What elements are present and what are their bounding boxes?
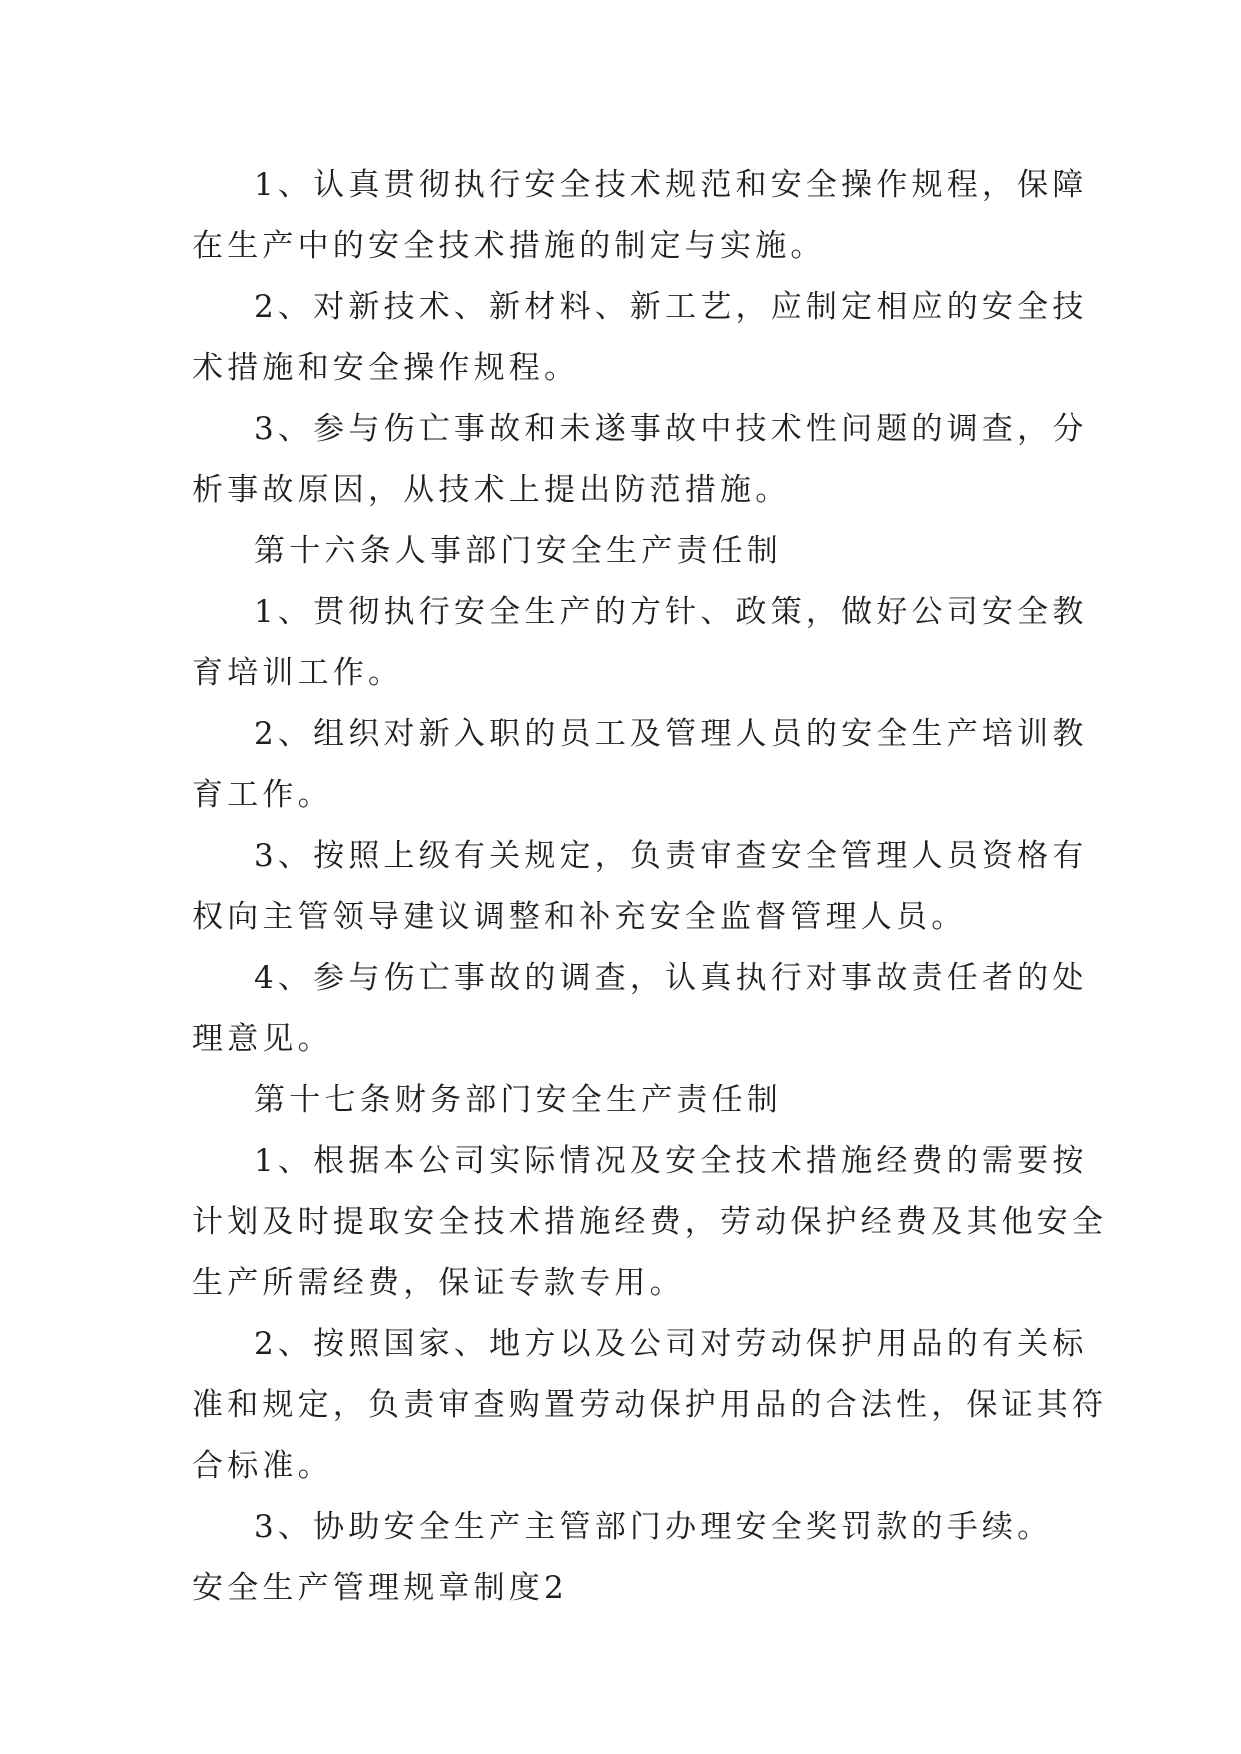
paragraph-line: 2、对新技术、新材料、新工艺，应制定相应的安全技 bbox=[254, 289, 1088, 325]
paragraph-item-2 bbox=[192, 277, 1088, 399]
paragraph-line: 准和规定，负责审查购置劳动保护用品的合法性，保证其符 bbox=[192, 1387, 1108, 1423]
paragraph-item-4 bbox=[192, 582, 1088, 704]
paragraph-line: 生产所需经费，保证专款专用。 bbox=[192, 1265, 685, 1301]
paragraph-line: 2、按照国家、地方以及公司对劳动保护用品的有关标 bbox=[254, 1326, 1088, 1362]
paragraph-item-1 bbox=[192, 155, 1088, 277]
paragraph-line: 育培训工作。 bbox=[192, 655, 404, 691]
paragraph-item-7 bbox=[192, 948, 1088, 1070]
section-heading-text: 第十六条人事部门安全生产责任制 bbox=[254, 533, 782, 569]
paragraph-line: 理意见。 bbox=[192, 1021, 333, 1057]
paragraph-line: 3、协助安全生产主管部门办理安全奖罚款的手续。 bbox=[254, 1509, 1053, 1545]
paragraph-item-8 bbox=[192, 1131, 1108, 1314]
paragraph-line: 术措施和安全操作规程。 bbox=[192, 350, 580, 386]
paragraph-line: 在生产中的安全技术措施的制定与实施。 bbox=[192, 228, 826, 264]
paragraph-line: 1、认真贯彻执行安全技术规范和安全操作规程，保障 bbox=[254, 167, 1088, 203]
paragraph-line: 1、根据本公司实际情况及安全技术措施经费的需要按 bbox=[254, 1143, 1088, 1179]
paragraph-line: 合标准。 bbox=[192, 1448, 333, 1484]
paragraph-line: 3、参与伤亡事故和未遂事故中技术性问题的调查，分 bbox=[254, 411, 1088, 447]
paragraph-item-5 bbox=[192, 704, 1088, 826]
section-heading-text: 第十七条财务部门安全生产责任制 bbox=[254, 1082, 782, 1118]
paragraph-line: 析事故原因，从技术上提出防范措施。 bbox=[192, 472, 791, 508]
paragraph-item-3 bbox=[192, 399, 1088, 521]
document-subtitle-text: 安全生产管理规章制度2 bbox=[192, 1570, 568, 1606]
document-body bbox=[192, 155, 1108, 1619]
paragraph-line: 育工作。 bbox=[192, 777, 333, 813]
paragraph-line: 4、参与伤亡事故的调查，认真执行对事故责任者的处 bbox=[254, 960, 1088, 996]
paragraph-line: 2、组织对新入职的员工及管理人员的安全生产培训教 bbox=[254, 716, 1088, 752]
section-heading-article-17 bbox=[192, 1070, 1058, 1131]
paragraph-line: 1、贯彻执行安全生产的方针、政策，做好公司安全教 bbox=[254, 594, 1088, 630]
paragraph-item-6 bbox=[192, 826, 1088, 948]
paragraph-item-9 bbox=[192, 1314, 1108, 1497]
paragraph-line: 3、按照上级有关规定，负责审查安全管理人员资格有 bbox=[254, 838, 1088, 874]
paragraph-line: 权向主管领导建议调整和补充安全监督管理人员。 bbox=[192, 899, 967, 935]
paragraph-item-10 bbox=[192, 1497, 1058, 1558]
section-heading-article-16 bbox=[192, 521, 1058, 582]
document-subtitle bbox=[192, 1558, 1058, 1619]
paragraph-line: 计划及时提取安全技术措施经费，劳动保护经费及其他安全 bbox=[192, 1204, 1108, 1240]
